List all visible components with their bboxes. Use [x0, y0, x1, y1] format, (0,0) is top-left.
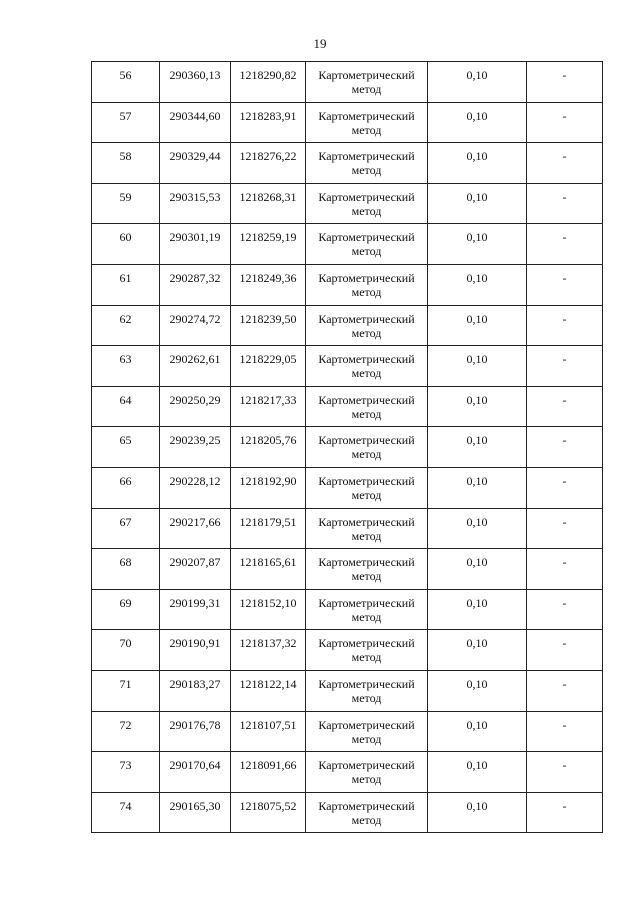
note-cell [527, 183, 603, 224]
method-cell [306, 508, 428, 549]
x-coordinate-text: 290329,44 [169, 149, 221, 164]
point-number-cell [92, 711, 160, 752]
y-coordinate-text: 1218276,22 [239, 149, 297, 164]
method-cell [306, 467, 428, 508]
error-cell [428, 630, 527, 671]
y-coordinate-text: 1218107,51 [239, 717, 297, 732]
method-text-line-2: метод [351, 487, 382, 502]
x-coordinate-cell [160, 305, 231, 346]
error-cell [428, 346, 527, 387]
note-cell [527, 589, 603, 630]
x-coordinate-text: 290170,64 [169, 758, 221, 773]
method-text-line-1: Картометрический [318, 270, 415, 285]
error-cell [428, 508, 527, 549]
point-number-text: 74 [119, 798, 132, 813]
point-number-cell [92, 549, 160, 590]
method-cell [306, 305, 428, 346]
error-text: 0,10 [466, 392, 488, 407]
point-number-cell [92, 792, 160, 833]
method-text-line-2: метод [351, 163, 382, 178]
x-coordinate-text: 290190,91 [169, 636, 221, 651]
table-row [92, 670, 603, 711]
point-number-cell [92, 752, 160, 793]
y-coordinate-cell [231, 752, 306, 793]
method-text-line-2: метод [351, 731, 382, 746]
error-text: 0,10 [466, 473, 488, 488]
y-coordinate-text: 1218075,52 [239, 798, 297, 813]
note-cell [527, 792, 603, 833]
x-coordinate-text: 290262,61 [169, 352, 221, 367]
x-coordinate-text: 290217,66 [169, 514, 221, 529]
error-text: 0,10 [466, 676, 488, 691]
method-text-line-1: Картометрический [318, 311, 415, 326]
method-cell [306, 102, 428, 143]
point-number-cell [92, 183, 160, 224]
method-text-line-1: Картометрический [318, 68, 415, 82]
method-text-line-2: метод [351, 203, 382, 218]
note-cell [527, 62, 603, 103]
error-cell [428, 62, 527, 103]
method-text-line-2: метод [351, 447, 382, 462]
y-coordinate-cell [231, 670, 306, 711]
x-coordinate-text: 290165,30 [169, 798, 221, 813]
point-number-cell [92, 224, 160, 265]
y-coordinate-cell [231, 589, 306, 630]
y-coordinate-text: 1218217,33 [239, 392, 297, 407]
method-text-line-1: Картометрический [318, 717, 415, 732]
table-row [92, 549, 603, 590]
note-cell [527, 346, 603, 387]
method-cell [306, 792, 428, 833]
error-text: 0,10 [466, 595, 488, 610]
table-row [92, 183, 603, 224]
note-cell [527, 386, 603, 427]
note-text: - [562, 270, 567, 285]
method-text-line-2: метод [351, 244, 382, 259]
note-text: - [562, 189, 567, 204]
x-coordinate-text: 290176,78 [169, 717, 221, 732]
point-number-cell [92, 62, 160, 103]
x-coordinate-cell [160, 508, 231, 549]
x-coordinate-cell [160, 143, 231, 184]
page-number: 19 [313, 36, 327, 51]
method-text-line-1: Картометрический [318, 189, 415, 204]
error-cell [428, 305, 527, 346]
error-text: 0,10 [466, 717, 488, 732]
table-row [92, 508, 603, 549]
y-coordinate-cell [231, 346, 306, 387]
method-cell [306, 711, 428, 752]
note-cell [527, 549, 603, 590]
point-number-cell [92, 467, 160, 508]
note-cell [527, 711, 603, 752]
point-number-cell [92, 143, 160, 184]
y-coordinate-cell [231, 427, 306, 468]
note-text: - [562, 230, 567, 245]
y-coordinate-cell [231, 62, 306, 103]
error-text: 0,10 [466, 149, 488, 164]
note-text: - [562, 798, 567, 813]
error-cell [428, 711, 527, 752]
y-coordinate-text: 1218137,32 [239, 636, 297, 651]
method-text-line-2: метод [351, 528, 382, 543]
method-cell [306, 589, 428, 630]
table-row [92, 792, 603, 833]
y-coordinate-cell [231, 508, 306, 549]
note-cell [527, 143, 603, 184]
note-cell [527, 630, 603, 671]
point-number-text: 61 [119, 270, 132, 285]
method-text-line-1: Картометрический [318, 473, 415, 488]
coordinates-table [91, 61, 603, 833]
y-coordinate-cell [231, 264, 306, 305]
error-cell [428, 792, 527, 833]
y-coordinate-cell [231, 143, 306, 184]
method-text-line-2: метод [351, 284, 382, 299]
table-row [92, 102, 603, 143]
method-text-line-2: метод [351, 690, 382, 705]
method-cell [306, 224, 428, 265]
method-cell [306, 143, 428, 184]
error-text: 0,10 [466, 798, 488, 813]
point-number-text: 63 [119, 352, 132, 367]
y-coordinate-cell [231, 224, 306, 265]
error-cell [428, 264, 527, 305]
error-cell [428, 549, 527, 590]
y-coordinate-text: 1218091,66 [239, 758, 297, 773]
note-cell [527, 508, 603, 549]
error-text: 0,10 [466, 433, 488, 448]
note-text: - [562, 108, 567, 123]
note-text: - [562, 676, 567, 691]
method-cell [306, 183, 428, 224]
note-cell [527, 467, 603, 508]
error-text: 0,10 [466, 68, 488, 82]
method-text-line-1: Картометрический [318, 352, 415, 367]
method-text-line-2: метод [351, 569, 382, 584]
note-text: - [562, 68, 567, 82]
x-coordinate-text: 290228,12 [169, 473, 221, 488]
x-coordinate-cell [160, 670, 231, 711]
method-text-line-2: метод [351, 609, 382, 624]
x-coordinate-text: 290199,31 [169, 595, 221, 610]
error-text: 0,10 [466, 270, 488, 285]
point-number-text: 72 [119, 717, 132, 732]
method-cell [306, 670, 428, 711]
error-text: 0,10 [466, 636, 488, 651]
y-coordinate-text: 1218205,76 [239, 433, 297, 448]
point-number-text: 66 [119, 473, 132, 488]
y-coordinate-cell [231, 305, 306, 346]
x-coordinate-cell [160, 630, 231, 671]
y-coordinate-cell [231, 711, 306, 752]
y-coordinate-text: 1218165,61 [239, 555, 297, 570]
error-text: 0,10 [466, 758, 488, 773]
x-coordinate-text: 290315,53 [169, 189, 221, 204]
method-text-line-2: метод [351, 812, 382, 827]
method-cell [306, 549, 428, 590]
point-number-cell [92, 346, 160, 387]
point-number-cell [92, 670, 160, 711]
x-coordinate-cell [160, 264, 231, 305]
error-text: 0,10 [466, 230, 488, 245]
note-cell [527, 102, 603, 143]
method-text-line-1: Картометрический [318, 636, 415, 651]
point-number-text: 73 [119, 758, 132, 773]
y-coordinate-text: 1218249,36 [239, 270, 297, 285]
point-number-cell [92, 305, 160, 346]
method-text-line-2: метод [351, 82, 382, 96]
note-text: - [562, 433, 567, 448]
error-text: 0,10 [466, 514, 488, 529]
x-coordinate-text: 290207,87 [169, 555, 221, 570]
error-cell [428, 102, 527, 143]
table-row [92, 630, 603, 671]
note-text: - [562, 555, 567, 570]
method-text-line-1: Картометрический [318, 758, 415, 773]
x-coordinate-text: 290274,72 [169, 311, 221, 326]
x-coordinate-text: 290250,29 [169, 392, 221, 407]
method-text-line-1: Картометрический [318, 433, 415, 448]
table-row [92, 386, 603, 427]
y-coordinate-text: 1218268,31 [239, 189, 297, 204]
point-number-text: 70 [119, 636, 132, 651]
x-coordinate-text: 290183,27 [169, 676, 221, 691]
x-coordinate-text: 290287,32 [169, 270, 221, 285]
method-cell [306, 427, 428, 468]
point-number-cell [92, 508, 160, 549]
y-coordinate-text: 1218229,05 [239, 352, 297, 367]
error-cell [428, 224, 527, 265]
note-text: - [562, 636, 567, 651]
y-coordinate-text: 1218259,19 [239, 230, 297, 245]
y-coordinate-text: 1218283,91 [239, 108, 297, 123]
x-coordinate-cell [160, 711, 231, 752]
point-number-cell [92, 427, 160, 468]
table-row [92, 224, 603, 265]
point-number-text: 68 [119, 555, 132, 570]
table-row [92, 305, 603, 346]
point-number-text: 65 [119, 433, 132, 448]
note-text: - [562, 392, 567, 407]
method-cell [306, 386, 428, 427]
method-text-line-2: метод [351, 325, 382, 340]
method-cell [306, 62, 428, 103]
table-row [92, 711, 603, 752]
point-number-text: 67 [119, 514, 132, 529]
table-body [92, 62, 603, 833]
note-text: - [562, 311, 567, 326]
x-coordinate-text: 290360,13 [169, 68, 221, 82]
x-coordinate-cell [160, 62, 231, 103]
method-text-line-2: метод [351, 366, 382, 381]
x-coordinate-text: 290239,25 [169, 433, 221, 448]
note-cell [527, 264, 603, 305]
method-text-line-2: метод [351, 406, 382, 421]
x-coordinate-cell [160, 792, 231, 833]
x-coordinate-cell [160, 549, 231, 590]
note-text: - [562, 758, 567, 773]
error-text: 0,10 [466, 311, 488, 326]
x-coordinate-cell [160, 346, 231, 387]
error-text: 0,10 [466, 189, 488, 204]
y-coordinate-cell [231, 630, 306, 671]
error-cell [428, 670, 527, 711]
y-coordinate-cell [231, 467, 306, 508]
note-cell [527, 224, 603, 265]
table-row [92, 143, 603, 184]
x-coordinate-cell [160, 467, 231, 508]
y-coordinate-text: 1218122,14 [239, 676, 297, 691]
method-text-line-1: Картометрический [318, 149, 415, 164]
table-row [92, 467, 603, 508]
note-text: - [562, 717, 567, 732]
x-coordinate-text: 290301,19 [169, 230, 221, 245]
x-coordinate-text: 290344,60 [169, 108, 221, 123]
error-cell [428, 467, 527, 508]
error-text: 0,10 [466, 108, 488, 123]
point-number-text: 60 [119, 230, 132, 245]
method-text-line-1: Картометрический [318, 392, 415, 407]
error-cell [428, 143, 527, 184]
table-row [92, 427, 603, 468]
point-number-text: 59 [119, 189, 132, 204]
x-coordinate-cell [160, 386, 231, 427]
note-text: - [562, 473, 567, 488]
point-number-text: 71 [119, 676, 132, 691]
note-cell [527, 427, 603, 468]
table-row [92, 752, 603, 793]
method-text-line-2: метод [351, 772, 382, 787]
method-text-line-2: метод [351, 122, 382, 137]
y-coordinate-cell [231, 549, 306, 590]
table-row [92, 589, 603, 630]
method-text-line-1: Картометрический [318, 514, 415, 529]
x-coordinate-cell [160, 224, 231, 265]
error-cell [428, 183, 527, 224]
point-number-text: 69 [119, 595, 132, 610]
note-text: - [562, 149, 567, 164]
note-cell [527, 305, 603, 346]
point-number-cell [92, 264, 160, 305]
y-coordinate-cell [231, 102, 306, 143]
method-cell [306, 752, 428, 793]
error-cell [428, 386, 527, 427]
y-coordinate-text: 1218239,50 [239, 311, 297, 326]
x-coordinate-cell [160, 183, 231, 224]
point-number-cell [92, 386, 160, 427]
note-cell [527, 752, 603, 793]
y-coordinate-text: 1218192,90 [239, 473, 297, 488]
method-text-line-1: Картометрический [318, 798, 415, 813]
table-row [92, 264, 603, 305]
method-text-line-1: Картометрический [318, 108, 415, 123]
method-text-line-1: Картометрический [318, 595, 415, 610]
y-coordinate-text: 1218152,10 [239, 595, 297, 610]
y-coordinate-cell [231, 183, 306, 224]
table-row [92, 346, 603, 387]
method-text-line-1: Картометрический [318, 230, 415, 245]
point-number-text: 62 [119, 311, 132, 326]
method-cell [306, 264, 428, 305]
error-cell [428, 427, 527, 468]
error-text: 0,10 [466, 352, 488, 367]
y-coordinate-cell [231, 386, 306, 427]
y-coordinate-text: 1218290,82 [239, 68, 297, 82]
note-text: - [562, 595, 567, 610]
point-number-text: 56 [119, 68, 132, 82]
x-coordinate-cell [160, 427, 231, 468]
note-text: - [562, 514, 567, 529]
error-cell [428, 752, 527, 793]
point-number-text: 58 [119, 149, 132, 164]
point-number-text: 64 [119, 392, 132, 407]
error-text: 0,10 [466, 555, 488, 570]
method-text-line-1: Картометрический [318, 676, 415, 691]
y-coordinate-text: 1218179,51 [239, 514, 297, 529]
method-cell [306, 630, 428, 671]
method-text-line-2: метод [351, 650, 382, 665]
point-number-cell [92, 630, 160, 671]
y-coordinate-cell [231, 792, 306, 833]
x-coordinate-cell [160, 102, 231, 143]
x-coordinate-cell [160, 589, 231, 630]
table-row [92, 62, 603, 103]
point-number-cell [92, 102, 160, 143]
point-number-text: 57 [119, 108, 132, 123]
error-cell [428, 589, 527, 630]
note-cell [527, 670, 603, 711]
point-number-cell [92, 589, 160, 630]
x-coordinate-cell [160, 752, 231, 793]
note-text: - [562, 352, 567, 367]
method-cell [306, 346, 428, 387]
method-text-line-1: Картометрический [318, 555, 415, 570]
